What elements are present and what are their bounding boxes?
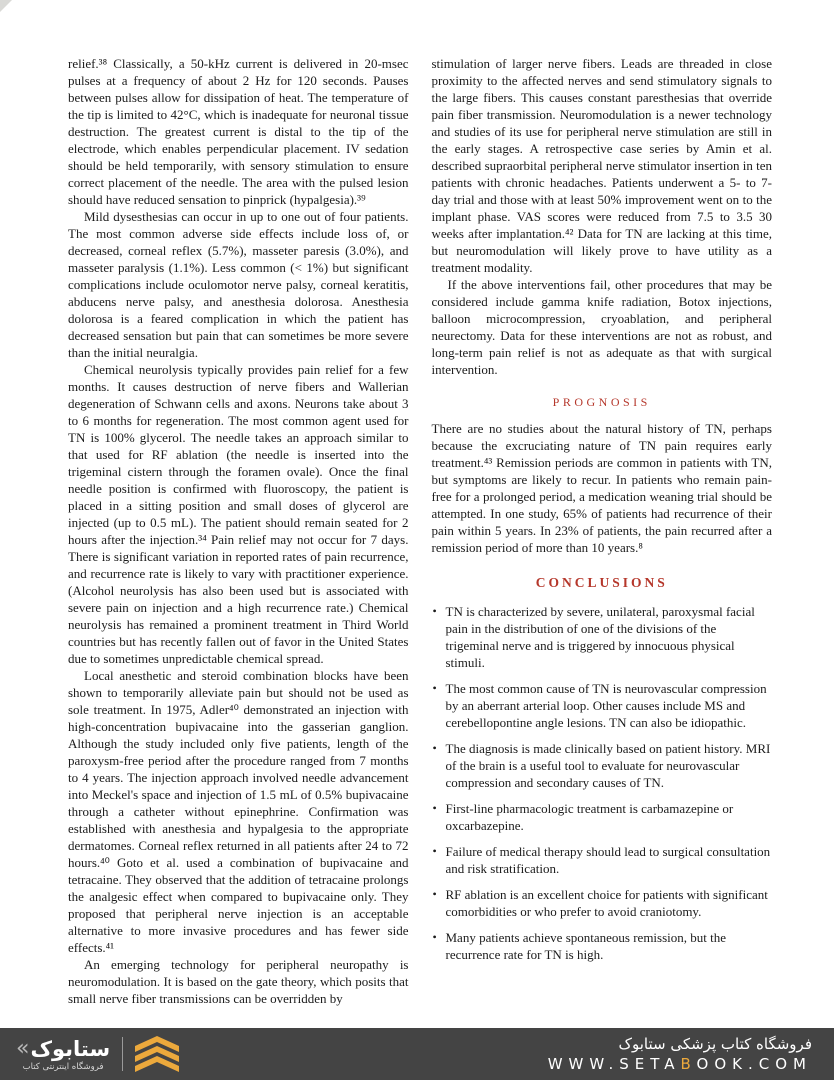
paragraph: relief.³⁸ Classically, a 50-kHz current is delivered in 20-msec pulses at a frequency of about 2 Hz for 120 seconds. Pauses between pulses allow for dissipation of heat. The temperature of the tip is limited to 42°C, which is inadequate for neuronal tissue destruction. The greatest current is distal to the tip of the electrode, which enables perpendicular placement. IV sedation should be held temporarily, with sensory stimulation to ensure correct placement of the needle. The area with the pulsed lesion should have reduced sensation to pinprick (hypalgesia).³⁹ [68, 56, 409, 207]
footer-logo-group [16, 1036, 179, 1072]
chevron-left-icon: « [16, 1035, 28, 1061]
conclusion-bullet: • Many patients achieve spontaneous remission, but the recurrence rate for TN is high. [432, 929, 773, 963]
setabook-logo-icon [135, 1036, 179, 1072]
conclusion-bullet: • The diagnosis is made clinically based on patient history. MRI of the brain is a useful tool to evaluate for neurovascular compression and secondary causes of TN. [432, 740, 773, 791]
url-prefix: WWW.SETA [547, 1055, 681, 1073]
brand-row [16, 1037, 110, 1061]
two-column-layout [68, 55, 772, 1007]
paragraph: Chemical neurolysis typically provides pain relief for a few months. It causes destruction of nerve fibers and Wallerian degeneration of Schwann cells and axons. Neurons take about 3 to 6 months for regeneration. The most common agent used for TN is 100% glycerol. The needle takes an approach similar to that used for RF ablation (the needle is inserted into the trigeminal cistern through the foramen ovale). Once the final needle position is confirmed with fluoroscopy, the patient is placed in a sitting position and small doses of glycerol are injected (up to 0.5 mL). The patient should remain seated for 2 hours after the injection.³⁴ Pain relief may not occur for 7 days. There is significant variation in reported rates of pain recurrence, and recurrence rate is likely to vary with practitioner experience. (Alcohol neurolysis has also been used but is associated with severe pain on injection and a high recurrence rate.) Chemical neurolysis has remained a prominent treatment in Third World countries but has recently fallen out of favor in the United States due to sometimes unpredictable chemical spread. [68, 362, 409, 666]
conclusions-list [432, 603, 773, 963]
store-title-farsi: فروشگاه کتاب پزشکی ستابوک [618, 1035, 812, 1053]
brand-name-farsi: ستابوک [30, 1036, 111, 1061]
url-suffix: OOK.COM [696, 1055, 812, 1073]
conclusion-bullet: • First-line pharmacologic treatment is carbamazepine or oxcarbazepine. [432, 800, 773, 834]
watermark-footer-banner [0, 1028, 834, 1080]
conclusion-bullet: • The most common cause of TN is neurovascular compression by an aberrant arterial loop. Other causes include MS and cerebellopontine angle lesions. TN can also be idiopathic. [432, 680, 773, 731]
url-highlight-letter: B [680, 1055, 697, 1073]
paragraph: Local anesthetic and steroid combination blocks have been shown to temporarily alleviate pain but should not be used as sole treatment. In 1975, Adler⁴⁰ demonstrated an injection with high-concentration bupivacaine into the gasserian ganglion. Although the study included only five patients, length of the paroxysm-free period after the procedure ranged from 7 months to 4 years. The injection approach involved needle advancement into Meckel's space and injection of 1.5 mL of 0.5% bupivacaine through a catheter without epinephrine. Confirmation was established with anesthesia and hypalgesia to the appropriate dermatomes. Corneal reflex returned in all patients after 24 to 72 hours.⁴⁰ Goto et al. used a combination of bupivacaine and tetracaine. They observed that the addition of tetracaine prolongs the analgesic effect when compared to bupivacaine only. They proposed that peripheral nerve injection is an acceptable alternative to more invasive procedures and has fewer side effects.⁴¹ [68, 668, 409, 955]
conclusion-bullet: • TN is characterized by severe, unilateral, paroxysmal facial pain in the distribution of one of the divisions of the trigeminal nerve and is triggered by innocuous physical stimuli. [432, 603, 773, 671]
footer-divider [122, 1037, 123, 1071]
website-url [548, 1055, 812, 1073]
setabook-brand-block [16, 1037, 110, 1072]
brand-tagline: فروشگاه اینترنتی کتاب [22, 1061, 104, 1072]
right-column [432, 55, 773, 1007]
footer-text-block [548, 1035, 812, 1073]
conclusion-bullet: • RF ablation is an excellent choice for patients with significant comorbidities or who prefer to avoid craniotomy. [432, 886, 773, 920]
paragraph: stimulation of larger nerve fibers. Leads are threaded in close proximity to the affected nerves and send stimulatory signals to the large fibers. This causes constant paresthesias that override pain fiber transmission. Neuromodulation is a newer technology and studies of its use for peripheral nerve stimulation are still in the early stages. A retrospective case series by Amin et al. described supraorbital peripheral nerve stimulator insertion in ten patients with chronic headaches. Patients underwent a 5- to 7-day trial and those with at least 50% improvement went on to the implant phase. VAS scores were reduced from 7.5 to 3.5 30 weeks after implantation.⁴² Data for TN are lacking at this time, but neuromodulation will likely prove to have utility as a treatment modality. [431, 56, 772, 275]
page-corner-artifact [0, 0, 12, 12]
paragraph: Mild dysesthesias can occur in up to one out of four patients. The most common adverse side effects include loss of, or decreased, corneal reflex (5.7%), masseter paresis (3.0%), and masseter paralysis (1.1%). Less common (< 1%) but significant complications include oculomotor nerve palsy, corneal keratitis, abducens nerve palsy, and anesthesia dolorosa. Anesthesia dolorosa is a feared complication in which the patient has decreased sensation but pain that can sometimes be more severe than the initial neuralgia. [68, 209, 409, 360]
paragraph: An emerging technology for peripheral neuropathy is neuromodulation. It is based on the gate theory, which posits that small nerve fiber transmissions can be overridden by [68, 957, 409, 1006]
paragraph: There are no studies about the natural history of TN, perhaps because the excruciating nature of TN pain requires early treatment.⁴³ Remission periods are common in patients with TN, but symptoms are likely to recur. In patients who remain pain-free for a prolonged period, a medication weaning trial should be attempted. In one study, 65% of patients had recurrence of their pain within 5 years. In 23% of patients, the pain recurred after a remission period of more than 10 years.⁸ [431, 421, 772, 555]
prognosis-heading: PROGNOSIS [552, 395, 651, 409]
conclusions-heading: CONCLUSIONS [535, 575, 668, 590]
conclusion-bullet: • Failure of medical therapy should lead to surgical consultation and risk stratification. [432, 843, 773, 877]
paragraph: If the above interventions fail, other procedures that may be considered include gamma knife radiation, Botox injections, balloon microcompression, cryoablation, and peripheral neurectomy. Data for these interventions are not as robust, and long-term pain relief is not as adequate as that with surgical intervention. [431, 277, 772, 377]
left-column [68, 55, 409, 1007]
